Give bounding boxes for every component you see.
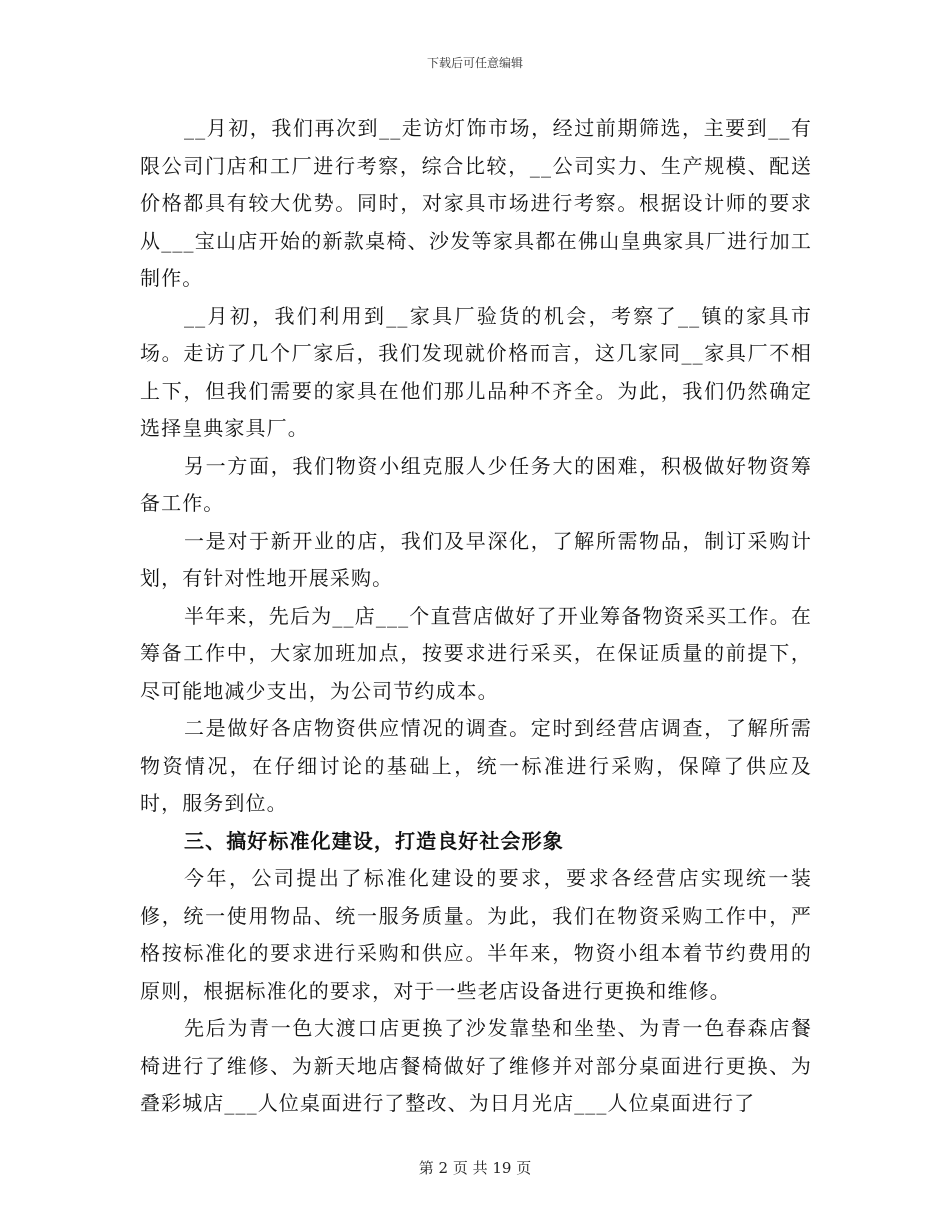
paragraph-store-repairs: 先后为青一色大渡口店更换了沙发靠垫和坐垫、为青一色春森店餐椅进行了维修、为新天地店餐椅做好了维修并对部分桌面进行更换、为叠彩城店___人位桌面进行了整改、为日月光店___人位桌面进行了 bbox=[140, 1016, 812, 1115]
section-heading: 三、搞好标准化建设，打造良好社会形象 bbox=[184, 828, 564, 853]
paragraph-furniture-market: __月初，我们利用到__家具厂验货的机会，考察了__镇的家具市场。走访了几个厂家后，我们发现就价格而言，这几家同__家具厂不相上下，但我们需要的家具在他们那儿品种不齐全。为此，我们仍然确定选择皇典家具厂。 bbox=[140, 303, 812, 440]
paragraph-material-preparation: 另一方面，我们物资小组克服人少任务大的困难，积极做好物资筹备工作。 bbox=[140, 453, 812, 515]
page-number: 第 2 页 共 19 页 bbox=[418, 1159, 532, 1177]
document-body bbox=[140, 110, 812, 1123]
page-header-note: 下载后可任意编辑 bbox=[426, 56, 523, 70]
paragraph-standardization: 今年，公司提出了标准化建设的要求，要求各经营店实现统一装修，统一使用物品、统一服务质量。为此，我们在物资采购工作中，严格按标准化的要求进行采购和供应。半年来，物资小组本着节约费用的原则，根据标准化的要求，对于一些老店设备进行更换和维修。 bbox=[140, 866, 812, 1003]
paragraph-supply-survey: 二是做好各店物资供应情况的调查。定时到经营店调查，了解所需物资情况，在仔细讨论的基础上，统一标准进行采购，保障了供应及时，服务到位。 bbox=[140, 716, 812, 815]
paragraph-lighting-inspection: __月初，我们再次到__走访灯饰市场，经过前期筛选，主要到__有限公司门店和工厂进行考察，综合比较，__公司实力、生产规模、配送价格都具有较大优势。同时，对家具市场进行考察。根据设计师的要求从___宝山店开始的新款桌椅、沙发等家具都在佛山皇典家具厂进行加工制作。 bbox=[140, 116, 812, 290]
paragraph-half-year-purchasing: 半年来，先后为__店___个直营店做好了开业筹备物资采买工作。在筹备工作中，大家加班加点，按要求进行采买，在保证质量的前提下，尽可能地减少支出，为公司节约成本。 bbox=[140, 603, 812, 703]
paragraph-new-store-procurement: 一是对于新开业的店，我们及早深化，了解所需物品，制订采购计划，有针对性地开展采购。 bbox=[140, 528, 812, 590]
